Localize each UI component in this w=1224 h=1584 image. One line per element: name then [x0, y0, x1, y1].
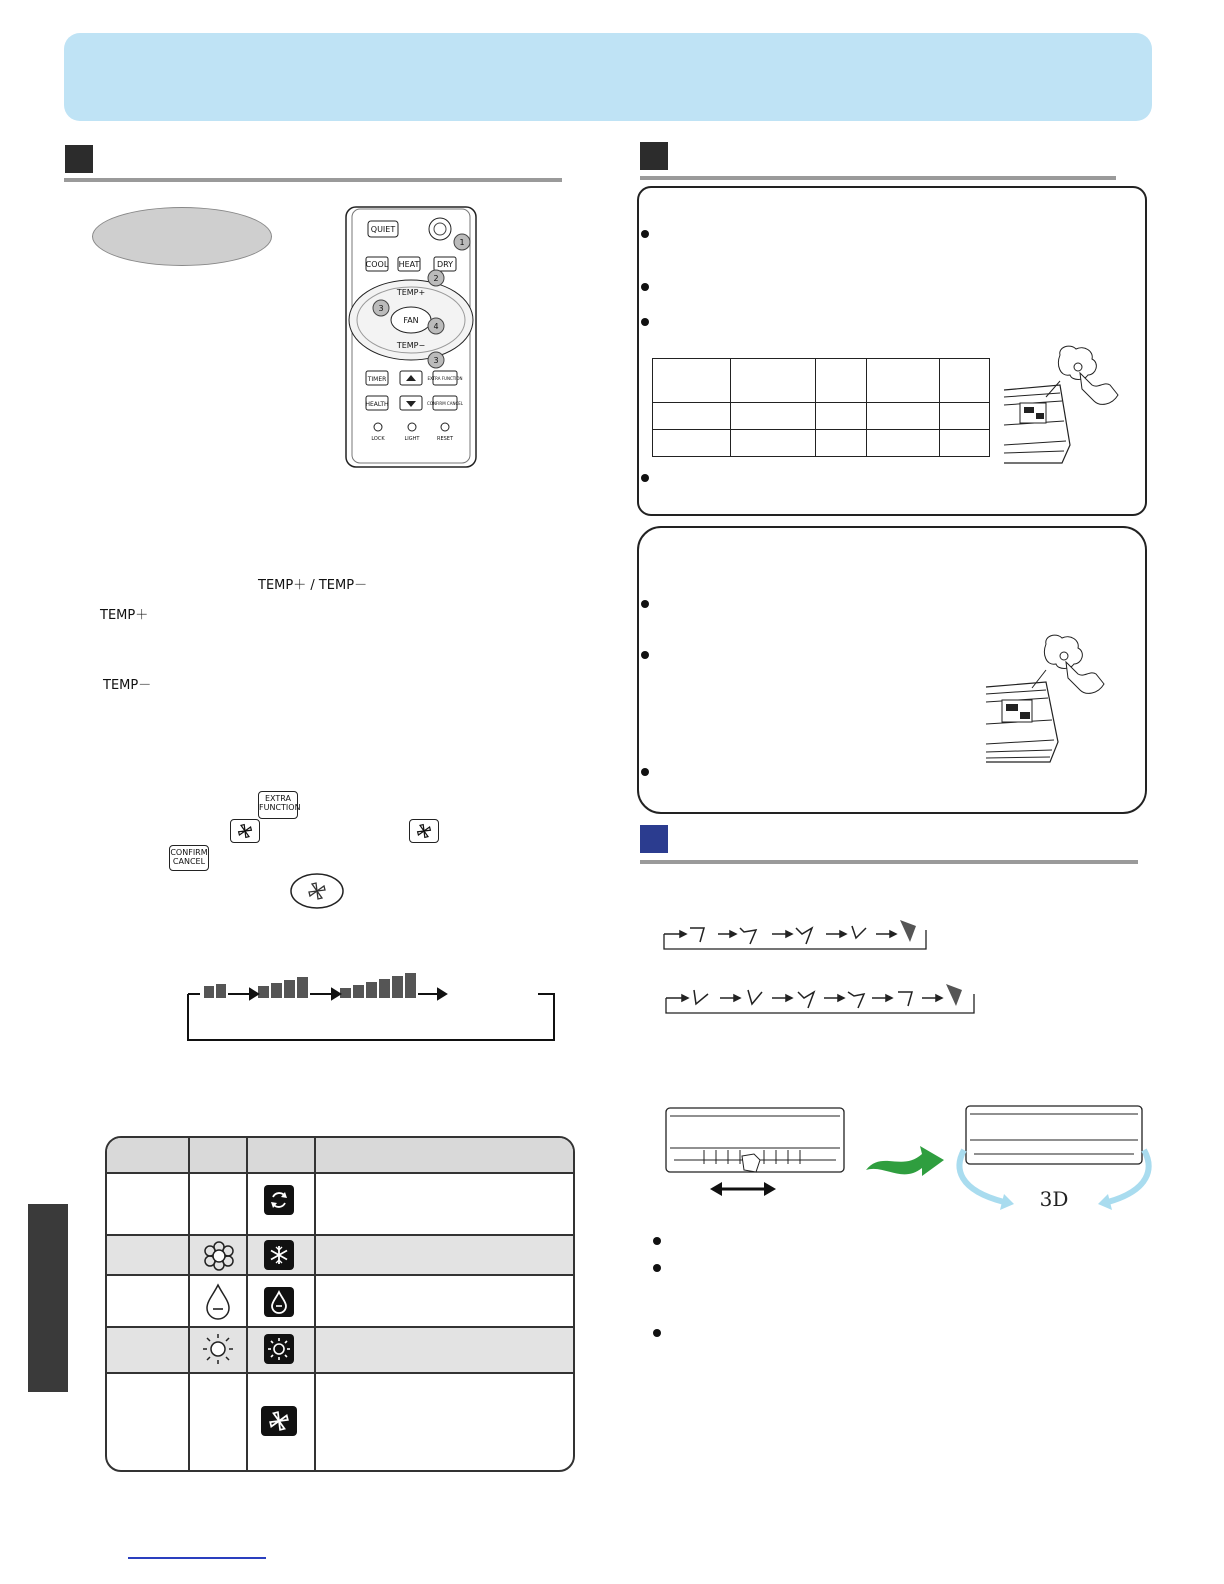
side-tab: [28, 1204, 68, 1392]
remote-health-label: HEALTH: [365, 401, 389, 408]
step-marker-3a: 3: [378, 304, 384, 313]
remote-quiet-label: QUIET: [370, 225, 396, 234]
bullet: [641, 474, 649, 482]
remote-fan-label: FAN: [403, 316, 419, 325]
snowflake-outline-icon: [202, 1240, 236, 1277]
step-marker-2: 2: [433, 274, 439, 283]
footer-link-underline[interactable]: [128, 1557, 266, 1559]
bullet: [653, 1237, 661, 1245]
indoor-unit-3d-swing-illustration: [948, 1098, 1160, 1216]
remote-light-label: LIGHT: [404, 436, 420, 442]
3d-label: 3D: [1039, 1187, 1069, 1211]
remote-temp-plus-label: TEMP+: [396, 288, 426, 297]
drop-outline-icon: [203, 1283, 233, 1326]
fan-oval-button-icon: [289, 872, 345, 910]
bullet: [653, 1264, 661, 1272]
section-rule-right: [640, 176, 1116, 180]
indoor-unit-button-illustration: [1000, 345, 1125, 465]
fan-key-icon: [230, 819, 260, 843]
remote-confirm-label: CONFIRM CANCEL: [427, 401, 463, 406]
section-marker-left: [65, 145, 93, 173]
bullet: [641, 318, 649, 326]
fan-key-icon-2: [409, 819, 439, 843]
step-marker-3b: 3: [433, 356, 439, 365]
confirm-cancel-key: CONFIRM CANCEL: [169, 845, 209, 871]
remote-lock-label: LOCK: [371, 436, 385, 442]
sun-outline-icon: [201, 1332, 235, 1371]
remote-dry-label: DRY: [436, 260, 454, 269]
section-marker-blue: [640, 825, 668, 853]
bullet: [641, 651, 649, 659]
remote-heat-label: HEAT: [398, 260, 420, 269]
bullet: [641, 768, 649, 776]
remote-timer-label: TIMER: [367, 376, 387, 383]
cool-mode-icon: [264, 1240, 294, 1270]
fan-speed-cycle-diagram: [180, 968, 560, 1044]
extra-function-key: EXTRA FUNCTION: [258, 791, 298, 819]
bullet: [641, 283, 649, 291]
section-rule-3: [640, 860, 1138, 864]
mode-row-shade: [107, 1326, 573, 1372]
fan-mode-icon: [261, 1406, 297, 1436]
section-marker-right: [640, 142, 668, 170]
step-marker-1: 1: [459, 238, 465, 247]
bullet: [641, 600, 649, 608]
header-banner: [64, 33, 1152, 121]
mode-table: [105, 1136, 575, 1472]
mode-row-shade: [107, 1234, 573, 1274]
section-rule-left: [64, 178, 562, 182]
temp-plus-text: TEMP＋: [100, 608, 149, 623]
dry-mode-icon: [264, 1287, 294, 1317]
remote-control-illustration: [336, 205, 486, 470]
remote-temp-minus-label: TEMP−: [396, 341, 426, 350]
indoor-unit-button-illustration-2: [984, 632, 1109, 767]
label-ellipse: [92, 207, 272, 266]
temp-pair-text: TEMP＋ / TEMP－: [258, 578, 368, 593]
setting-table: [652, 358, 990, 457]
remote-cool-label: COOL: [365, 260, 389, 269]
heat-mode-icon: [264, 1334, 294, 1364]
indoor-unit-manual-louver-illustration: [664, 1104, 854, 1200]
swing-sequence-cooling: [660, 916, 930, 952]
bullet: [653, 1329, 661, 1337]
temp-minus-text: TEMP－: [103, 678, 152, 693]
bullet: [641, 230, 649, 238]
auto-mode-icon: [264, 1185, 294, 1215]
step-marker-4: 4: [433, 322, 439, 331]
swing-sequence-heating: [660, 980, 980, 1016]
remote-extra-function-label: EXTRA FUNCTION: [427, 376, 463, 381]
mode-table-header: [107, 1138, 573, 1172]
remote-reset-label: RESET: [436, 436, 454, 442]
green-transition-arrow: [862, 1140, 948, 1186]
